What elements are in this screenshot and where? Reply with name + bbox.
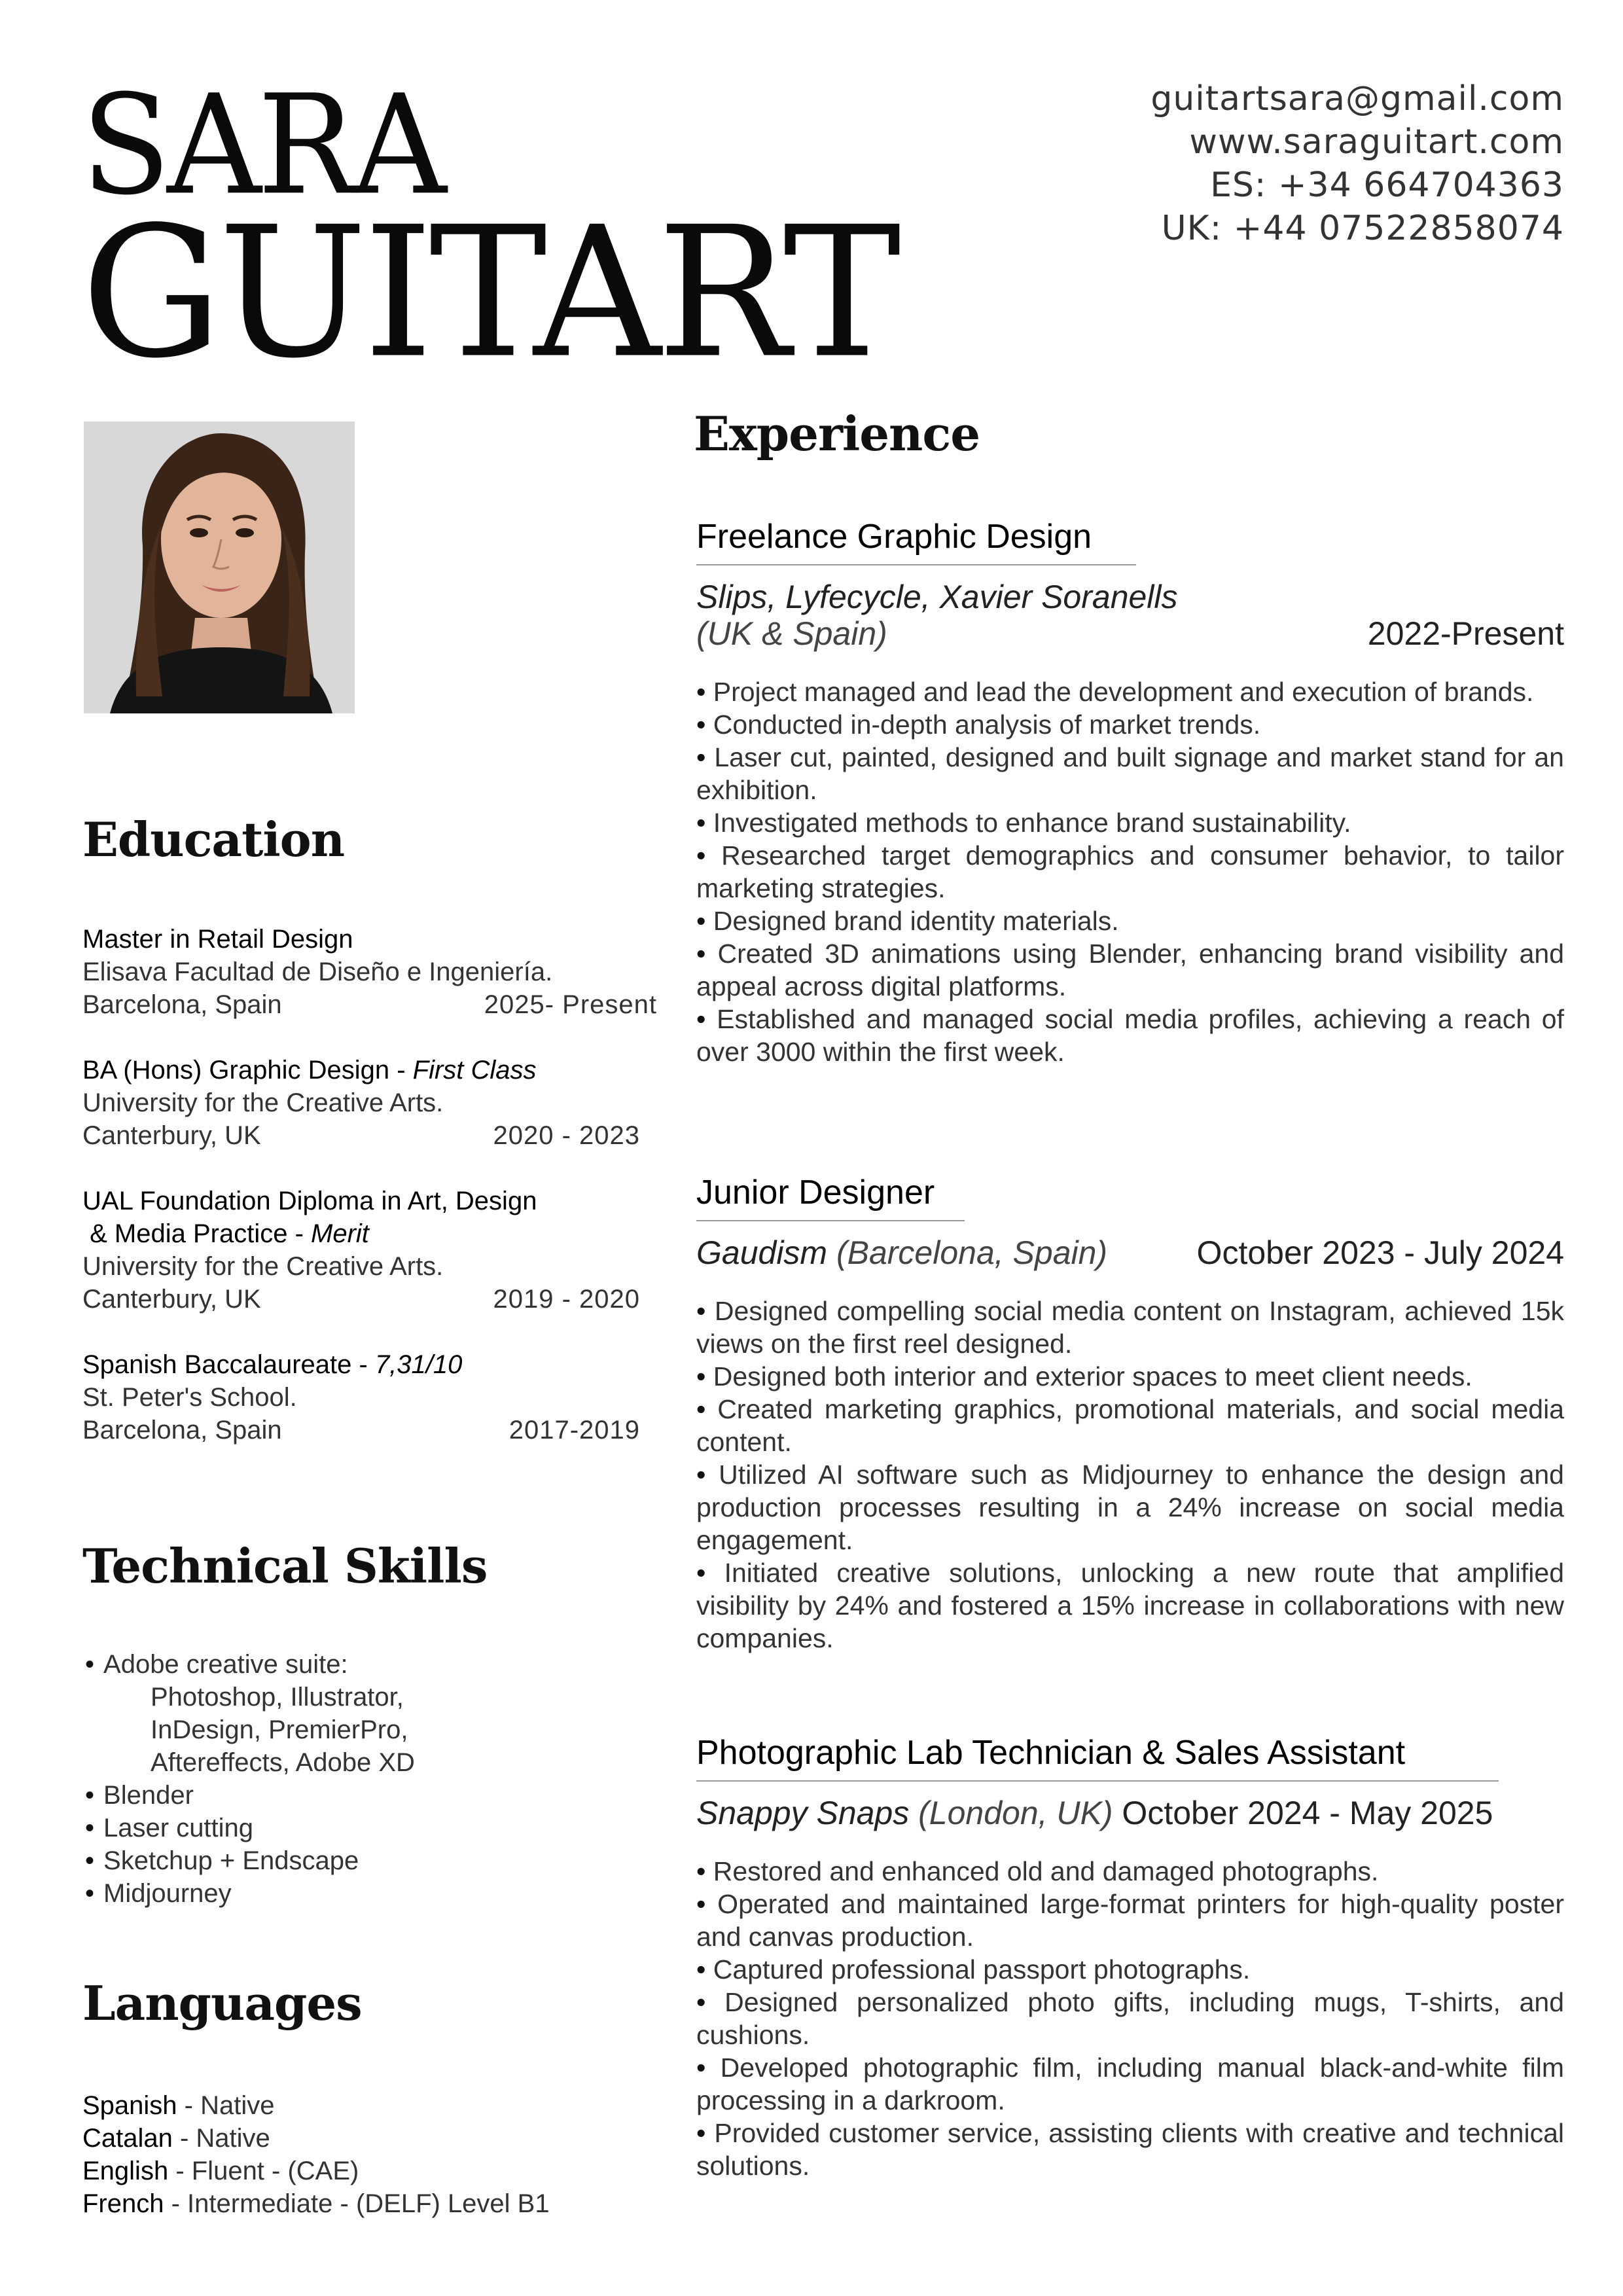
languages-heading: Languages	[82, 1975, 362, 2031]
job-bullet: • Created marketing graphics, promotional materials, and social media content.	[696, 1393, 1564, 1458]
job-bullet: • Captured professional passport photographs.	[696, 1953, 1564, 1986]
school-name: Elisava Facultad de Diseño e Ingeniería.	[82, 958, 553, 986]
degree-title: Spanish Baccalaureate -	[82, 1350, 375, 1379]
school-place: Canterbury, UK	[82, 1285, 261, 1314]
job-bullet: • Developed photographic film, including manual black-and-white film processing in a darkroom.	[696, 2051, 1564, 2117]
language-level: - Native	[172, 2124, 270, 2153]
job-entry	[696, 1173, 1564, 1655]
skills-heading: Technical Skills	[82, 1538, 488, 1594]
degree-title: UAL Foundation Diploma in Art, Design	[82, 1187, 537, 1215]
job-dates: October 2024 - May 2025	[1113, 1795, 1493, 1831]
job-title: Photographic Lab Technician & Sales Assistant	[696, 1733, 1499, 1782]
email-link[interactable]: guitartsara@gmail.com	[1150, 79, 1564, 118]
skill-item: • Midjourney	[85, 1877, 415, 1910]
job-dates: October 2023 - July 2024	[1196, 1234, 1564, 1271]
job-bullet: • Designed personalized photo gifts, including mugs, T-shirts, and cushions.	[696, 1986, 1564, 2051]
job-company: Gaudism	[696, 1234, 828, 1271]
last-name: GUITART	[81, 187, 897, 398]
skill-item: • Blender	[85, 1779, 415, 1812]
degree-grade: 7,31/10	[374, 1350, 463, 1379]
job-bullets	[696, 1855, 1564, 2182]
skills-list	[85, 1648, 415, 1910]
language-level: - Intermediate - (DELF) Level B1	[164, 2189, 550, 2218]
website-link[interactable]: www.saraguitart.com	[1189, 122, 1564, 162]
contact-block	[1150, 77, 1564, 250]
job-bullet: • Designed brand identity materials.	[696, 905, 1564, 937]
education-item	[82, 1054, 657, 1152]
school-name: St. Peter's School.	[82, 1383, 297, 1412]
languages-list	[82, 2089, 550, 2220]
job-location: (UK & Spain)	[696, 615, 887, 652]
school-place: Canterbury, UK	[82, 1121, 261, 1150]
degree-grade: First Class	[412, 1056, 537, 1085]
job-location: (Barcelona, Spain)	[827, 1234, 1108, 1271]
portrait-illustration	[84, 422, 355, 713]
job-entry	[696, 517, 1564, 1068]
skill-subitem: InDesign, PremierPro,	[151, 1715, 408, 1744]
job-bullet: • Conducted in-depth analysis of market trends.	[696, 708, 1564, 741]
language-name: English	[82, 2157, 169, 2185]
skill-item: • Adobe creative suite:	[85, 1648, 415, 1681]
language-name: Spanish	[82, 2091, 177, 2120]
language-name: French	[82, 2189, 164, 2218]
job-company: Snappy Snaps	[696, 1795, 910, 1831]
skill-item: • Sketchup + Endscape	[85, 1844, 415, 1877]
job-title: Freelance Graphic Design	[696, 517, 1136, 565]
job-bullet: • Project managed and lead the development and execution of brands.	[696, 675, 1564, 708]
school-years: 2020 - 2023	[493, 1121, 640, 1150]
job-bullet: • Restored and enhanced old and damaged photographs.	[696, 1855, 1564, 1888]
degree-title: BA (Hons) Graphic Design -	[82, 1056, 413, 1085]
job-title: Junior Designer	[696, 1173, 965, 1221]
education-heading: Education	[82, 812, 345, 867]
school-years: 2019 - 2020	[493, 1285, 640, 1314]
job-company: Slips, Lyfecycle, Xavier Soranells	[696, 579, 1178, 615]
job-bullet: • Designed both interior and exterior spaces to meet client needs.	[696, 1360, 1564, 1393]
school-name: University for the Creative Arts.	[82, 1252, 444, 1281]
job-bullet: • Utilized AI software such as Midjourney to enhance the design and production processes resulting in a 24% increase on social media engagement.	[696, 1458, 1564, 1556]
experience-heading: Experience	[694, 406, 980, 461]
school-place: Barcelona, Spain	[82, 990, 282, 1019]
school-name: University for the Creative Arts.	[82, 1088, 444, 1117]
language-level: - Native	[177, 2091, 275, 2120]
job-bullet: • Designed compelling social media content on Instagram, achieved 15k views on the first reel designed.	[696, 1295, 1564, 1360]
skill-subitem: Aftereffects, Adobe XD	[151, 1748, 415, 1777]
language-item	[82, 2155, 550, 2187]
school-place: Barcelona, Spain	[82, 1416, 282, 1444]
job-bullet: • Researched target demographics and consumer behavior, to tailor marketing strategies.	[696, 839, 1564, 905]
job-bullet: • Provided customer service, assisting clients with creative and technical solutions.	[696, 2117, 1564, 2182]
job-bullets	[696, 1295, 1564, 1655]
language-item	[82, 2089, 550, 2122]
language-level: - Fluent - (CAE)	[168, 2157, 359, 2185]
job-bullets	[696, 675, 1564, 1068]
education-item	[82, 1185, 657, 1316]
language-name: Catalan	[82, 2124, 173, 2153]
skill-subitem: Photoshop, Illustrator,	[151, 1683, 404, 1712]
phone-uk: UK: +44 07522858074	[1161, 209, 1564, 248]
job-bullet: • Investigated methods to enhance brand sustainability.	[696, 806, 1564, 839]
language-item	[82, 2122, 550, 2155]
job-bullet: • Established and managed social media profiles, achieving a reach of over 3000 within the first week.	[696, 1003, 1564, 1068]
degree-title: Master in Retail Design	[82, 925, 353, 954]
job-bullet: • Operated and maintained large-format printers for high-quality poster and canvas production.	[696, 1888, 1564, 1953]
language-item	[82, 2187, 550, 2220]
profile-photo	[84, 422, 355, 713]
skill-item: • Laser cutting	[85, 1812, 415, 1844]
job-bullet: • Laser cut, painted, designed and built signage and market stand for an exhibition.	[696, 741, 1564, 806]
first-name: SARA	[81, 65, 443, 226]
education-list	[82, 923, 657, 1479]
job-location: (London, UK)	[909, 1795, 1113, 1831]
job-dates: 2022-Present	[1367, 615, 1564, 652]
job-bullet: • Created 3D animations using Blender, enhancing brand visibility and appeal across digital platforms.	[696, 937, 1564, 1003]
degree-title-line2: & Media Practice -	[82, 1219, 312, 1248]
school-years: 2025- Present	[484, 990, 657, 1019]
phone-es: ES: +34 664704363	[1210, 166, 1564, 205]
education-item	[82, 923, 657, 1021]
school-years: 2017-2019	[508, 1416, 640, 1444]
degree-grade: Merit	[311, 1219, 369, 1248]
job-bullet: • Initiated creative solutions, unlocking a new route that amplified visibility by 24% and fostered a 15% increase in collaborations with new companies.	[696, 1556, 1564, 1655]
education-item	[82, 1348, 657, 1446]
job-entry	[696, 1733, 1564, 2182]
